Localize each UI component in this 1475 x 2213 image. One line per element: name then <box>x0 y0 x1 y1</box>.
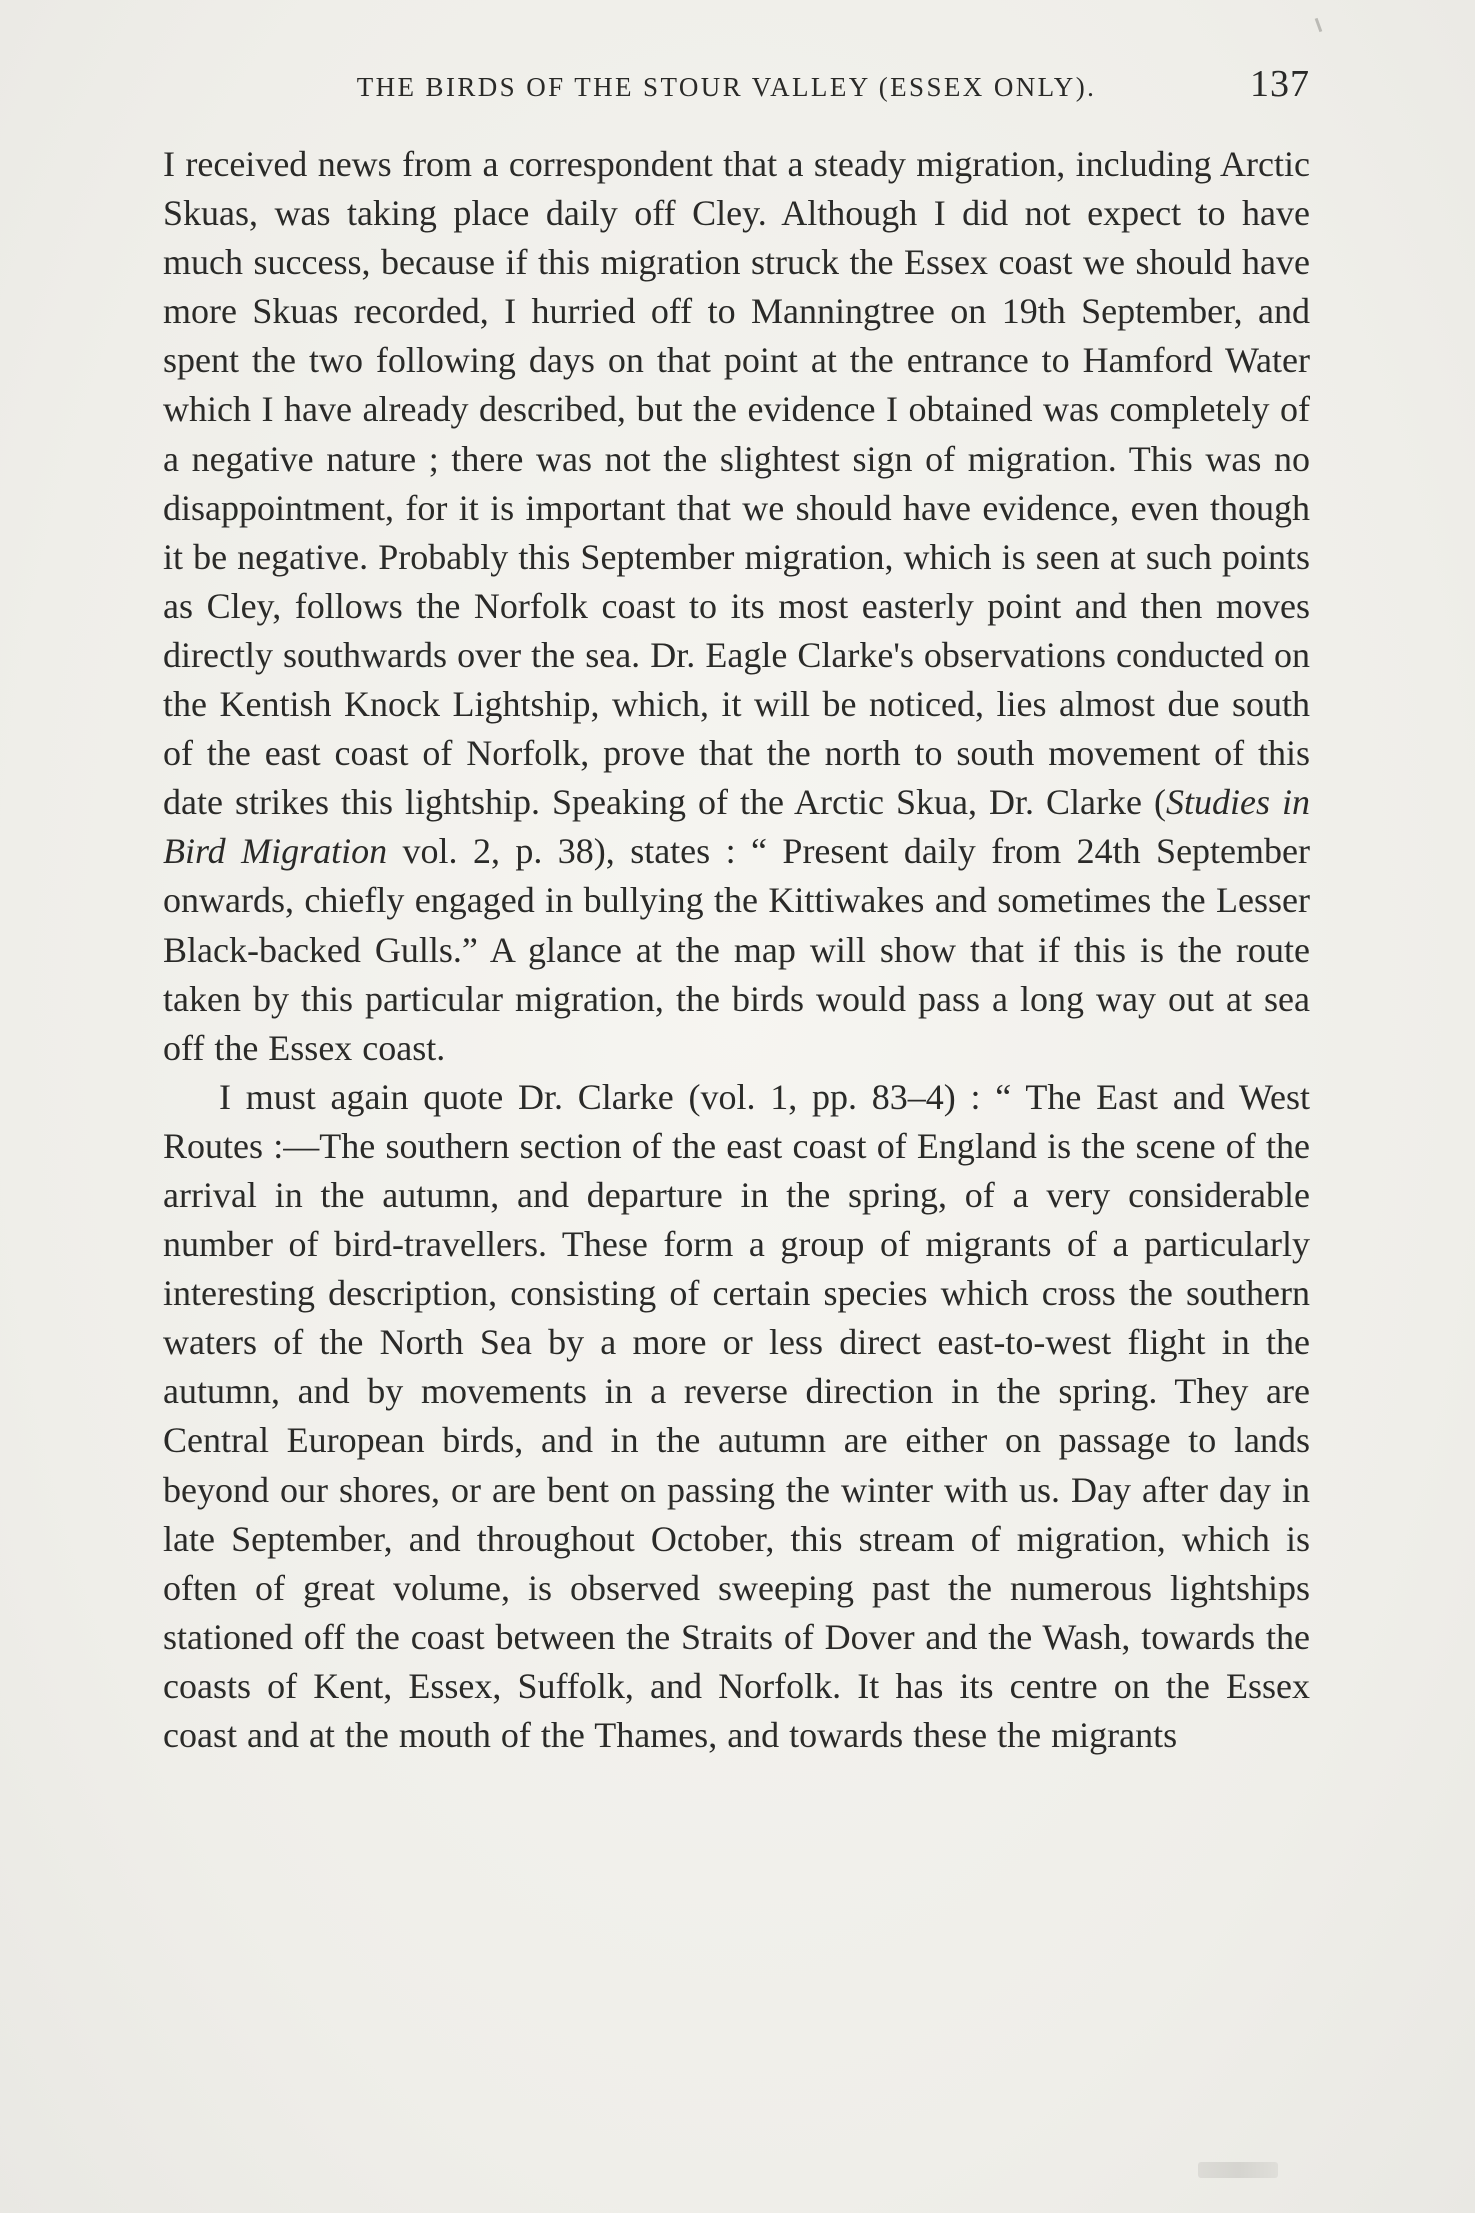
paragraph-1 <box>163 140 1310 1073</box>
body-text <box>163 140 1310 1760</box>
book-title-italic: Studies in Bird Migration <box>163 782 1310 872</box>
paragraph-2: I must again quote Dr. Clarke (vol. 1, pp. 83–4) : “ The East and West Routes :—The southern section of the east coast of England is the scene of the arrival in the autumn, and departure in the spring, of a very considerable number of bird-travellers. These form a group of migrants of a particularly interesting description, consisting of certain species which cross the southern waters of the North Sea by a more or less direct east-to-west flight in the autumn, and by movements in a reverse direction in the spring. They are Central European birds, and in the autumn are either on passage to lands beyond our shores, or are bent on passing the winter with us. Day after day in late September, and throughout October, this stream of migration, which is often of great volume, is observed sweeping past the numerous lightships stationed off the coast between the Straits of Dover and the Wash, towards the coasts of Kent, Essex, Suffolk, and Norfolk. It has its centre on the Essex coast and at the mouth of the Thames, and towards these the migrants <box>163 1076 1310 1755</box>
page-number: 137 <box>1250 63 1310 105</box>
paragraph-1-text-b: vol. 2, p. 38), states : “ Present daily from 24th September onwards, chiefly engaged in bullying the Kittiwakes and sometimes the Lesser Black-backed Gulls.” A glance at the map will show that if this is the route taken by this particular migration, the birds would pass a long way out at sea off the Essex coast. <box>163 831 1310 1068</box>
paragraph-1-text-a: I received news from a correspondent that a steady migration, including Arctic Skuas, was taking place daily off Cley. Although I did not expect to have much success, because if this migration struck the Essex coast we should have more Skuas recorded, I hurried off to Manningtree on 19th September, and spent the two following days on that point at the entrance to Hamford Water which I have already described, but the evidence I obtained was completely of a negative nature ; there was not the slightest sign of migration. This was no disappointment, for it is important that we should have evidence, even though it be negative. Probably this September migration, which is seen at such points as Cley, follows the Norfolk coast to its most easterly point and then moves directly southwards over the sea. Dr. Eagle Clarke's observations conducted on the Kentish Knock Lightship, which, it will be noticed, lies almost due south of the east coast of Norfolk, prove that the north to south movement of this date strikes this lightship. Speaking of the Arctic Skua, Dr. Clarke ( <box>163 144 1310 823</box>
page-header <box>163 62 1310 122</box>
paper-speck <box>1315 18 1323 32</box>
running-title: THE BIRDS OF THE STOUR VALLEY (ESSEX ONLY). <box>356 72 1097 102</box>
library-stamp-mark <box>1198 2162 1278 2178</box>
